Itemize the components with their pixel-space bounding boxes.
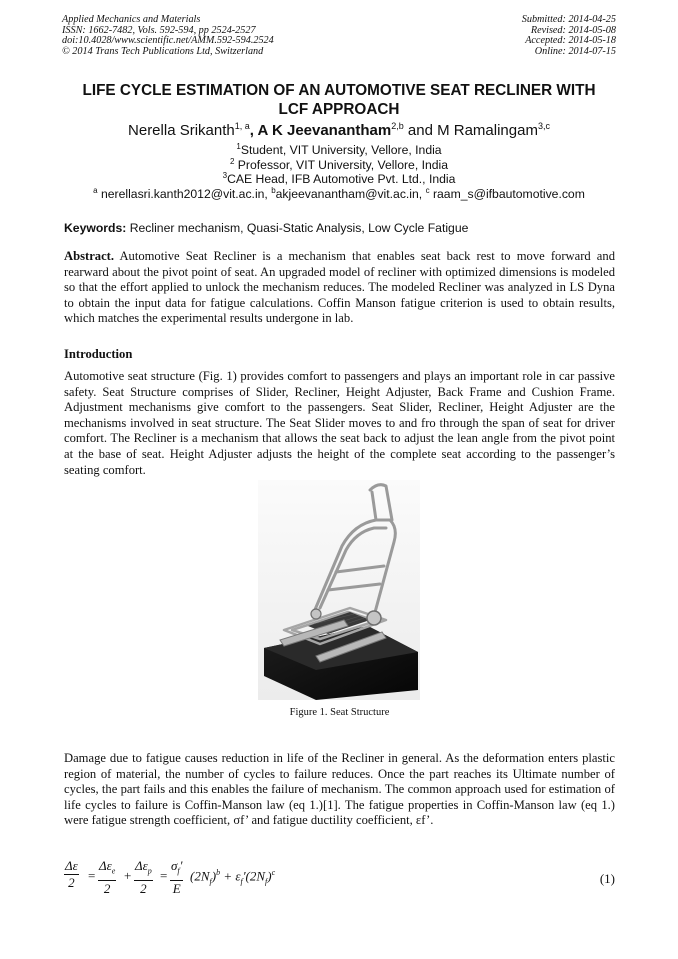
equation-number: (1) <box>599 871 615 886</box>
affiliation-3 <box>40 172 638 187</box>
journal-info <box>62 15 274 57</box>
author-list <box>40 121 638 141</box>
abstract-text: Automotive Seat Recliner is a mechanism that enables seat back rest to move forward and rearward about the pivot point of seat. An upgraded model of recliner with optimized dimensions is modeled so that the effort applied to unlock the mechanism reduces. The modeled Recliner was analyzed in LS Dyna to obtain the input data for fatigue calculations. Coffin Manson fatigue criterion is used to obtain results, which matches the experimental results undergone in lab. <box>64 249 615 326</box>
email-b-mark: b <box>271 185 276 195</box>
email-c-mark: c <box>425 185 430 195</box>
email-b: akjeevanantham@vit.ac.in, <box>275 186 426 201</box>
affiliation-2 <box>40 158 638 173</box>
submission-dates <box>522 15 616 57</box>
email-a: nerellasri.kanth2012@vit.ac.in, <box>97 186 272 201</box>
issn-line: ISSN: 1662-7482, Vols. 592-594, pp 2524-2527 <box>62 24 256 36</box>
seat-structure-image <box>258 480 420 700</box>
affiliation-2-mark: 2 <box>229 156 235 166</box>
author-sep-2: and M Ramalingam <box>403 122 538 139</box>
online-date: Online: 2014-07-15 <box>534 45 616 57</box>
author-3-affil: 3,c <box>537 121 550 131</box>
author-1: Nerella Srikanth <box>128 122 235 139</box>
copyright-line: © 2014 Trans Tech Publications Ltd, Switzerland <box>62 45 264 57</box>
affiliation-1 <box>40 143 638 158</box>
seat-structure-figure <box>258 480 420 700</box>
doi-line: doi:10.4028/www.scientific.net/AMM.592-594.2524 <box>62 35 274 47</box>
author-sep-1: , A K Jeevanantham <box>249 122 392 139</box>
affiliation-2-text: Professor, VIT University, Vellore, India <box>234 157 449 172</box>
author-2-affil: 2,b <box>391 121 404 131</box>
introduction-paragraph: Automotive seat structure (Fig. 1) provides comfort to passengers and plays an important role in car passive safety. Seat Structure comprises of Slider, Recliner, Height Adjuster, Back Frame and Cushion Frame. Adjustment mechanisms give comfort to the passengers. Seat Slider, Recliner, Height Adjuster are the mechanisms involved in seat structure. The Seat Slider moves to and fro through the span of seat for driver comfort. The Recliner is a mechanism that allows the seat back to adjust the lean angle from the pivot point at the base of seat. Height Adjuster adjusts the height of the complete seat according to the passenger’s seating comfort. <box>64 369 615 477</box>
affiliation-3-mark: 3 <box>222 171 228 181</box>
abstract <box>64 249 615 327</box>
email-c: raam_s@ifbautomotive.com <box>429 186 585 201</box>
keywords-label: Keywords: <box>64 221 127 235</box>
affiliation-1-text: Student, VIT University, Vellore, India <box>240 143 442 157</box>
paper-title <box>50 81 628 119</box>
affiliation-3-text: CAE Head, IFB Automotive Pvt. Ltd., India <box>227 172 456 187</box>
figure-caption: Figure 1. Seat Structure <box>289 707 390 718</box>
submitted-date: Submitted: 2014-04-25 <box>521 14 616 25</box>
coffin-manson-equation: $\frac{\Delta\varepsilon}{2}$ = $\Delta\varepsilon_e$ 2 + $\Delta\varepsilon_p$ 2 = $\frac{\sigma_f'}{E}$ $(2N_f)^b + \varepsilon_f'(2N_f)^c$ (1) <box>65 858 615 896</box>
author-1-affil: 1, a <box>234 121 250 131</box>
journal-name: Applied Mechanics and Materials <box>62 14 201 25</box>
damage-paragraph: Damage due to fatigue causes reduction in life of the Recliner in general. As the deformation enters plastic region of material, the number of cycles to failure reduces. Once the part reaches its Ultimate number of cycles, the part fails and this enables the failure of mechanism. The common approach used for estimation of life cycles to failure is Coffin-Manson law (eq 1.)[1]. The fatigue properties in Coffin-Manson law (eq 1.) were fatigue strength coefficient, σf’ and fatigue ductility coefficient, εf’. <box>64 751 615 828</box>
title-line-1: LIFE CYCLE ESTIMATION OF AN AUTOMOTIVE SEAT RECLINER WITH <box>82 82 596 99</box>
email-line <box>40 187 638 202</box>
recliner-mechanism <box>367 611 381 625</box>
keywords <box>64 221 616 235</box>
abstract-label: Abstract. <box>64 249 115 263</box>
revised-date: Revised: 2014-05-08 <box>530 24 616 36</box>
section-heading-introduction: Introduction <box>64 347 133 361</box>
keywords-text: Recliner mechanism, Quasi-Static Analysis, Low Cycle Fatigue <box>126 221 469 235</box>
accepted-date: Accepted: 2014-05-18 <box>525 35 616 47</box>
affiliation-1-mark: 1 <box>236 142 241 151</box>
title-line-2: LCF APPROACH <box>278 101 400 118</box>
email-a-mark: a <box>93 185 98 195</box>
affiliations <box>40 143 638 201</box>
